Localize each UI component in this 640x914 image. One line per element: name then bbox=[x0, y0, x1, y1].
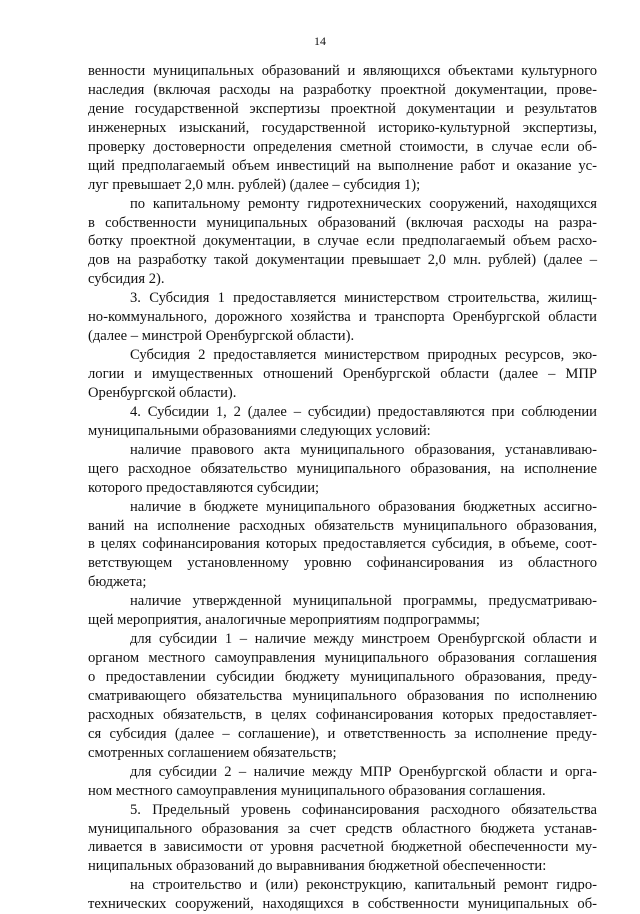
text-line: органом местного самоуправления муниципального образования соглашения bbox=[88, 650, 597, 667]
text-line: ниципальных образований до выравнивания бюджетной обеспеченности: bbox=[88, 858, 547, 875]
text-line: субсидия 2). bbox=[88, 271, 165, 288]
text-line: по капитальному ремонту гидротехнических сооружений, находящихся bbox=[130, 195, 597, 212]
text-line: венности муниципальных образований и являющихся объектами культурного bbox=[88, 63, 597, 79]
text-line: о предоставлении субсидии бюджету муниципального образования, преду- bbox=[88, 669, 597, 685]
text-line: на строительство и (или) реконструкцию, капитальный ремонт гидро- bbox=[130, 877, 597, 894]
text-line: технических сооружений, находящихся в собственности муниципальных об- bbox=[88, 896, 597, 913]
text-line: муниципальными образованиями следующих условий: bbox=[88, 422, 431, 439]
text-line: ваний на исполнение расходных обязательств муниципального образования, bbox=[88, 517, 597, 534]
text-line: дение государственной экспертизы проектной документации и результатов bbox=[88, 100, 597, 117]
text-line: наличие правового акта муниципального образования, устанавливаю- bbox=[130, 441, 597, 458]
text-line: ботку проектной документации, в случае если предполагаемый объем расхо- bbox=[88, 233, 597, 250]
text-line: для субсидии 1 – наличие между минстроем Оренбургской области и bbox=[130, 631, 597, 648]
text-line: 3. Субсидия 1 предоставляется министерством строительства, жилищ- bbox=[130, 290, 597, 307]
text-line: логии и имущественных отношений Оренбургской области (далее – МПР bbox=[88, 366, 597, 382]
text-line: но-коммунального, дорожного хозяйства и транспорта Оренбургской области bbox=[88, 309, 597, 326]
text-line: проверку достоверности определения сметной стоимости, в случае если об- bbox=[88, 138, 597, 155]
text-line: 5. Предельный уровень софинансирования расходного обязательства bbox=[130, 801, 597, 818]
text-line: Субсидия 2 предоставляется министерством природных ресурсов, эко- bbox=[130, 347, 597, 364]
text-line: в целях софинансирования которых предоставляется субсидия, в объеме, соот- bbox=[88, 536, 597, 553]
text-line: ливается в зависимости от уровня расчетной бюджетной обеспеченности му- bbox=[88, 839, 597, 856]
text-line: инженерных изысканий, государственной историко-культурной экспертизы, bbox=[88, 119, 597, 136]
text-line: сматривающего обязательства муниципального образования по исполнению bbox=[88, 687, 597, 704]
text-line: щий предполагаемый объем инвестиций на выполнение работ и оказание ус- bbox=[88, 157, 597, 174]
text-line: бюджета; bbox=[88, 574, 147, 591]
text-line: луг превышает 2,0 млн. рублей) (далее – субсидия 1); bbox=[88, 176, 421, 193]
text-line: ся субсидия (далее – соглашение), и ответственность за исполнение преду- bbox=[88, 725, 597, 742]
text-line: расходных обязательств, в целях софинансирования которых предоставляет- bbox=[88, 706, 597, 723]
text-line: наличие в бюджете муниципального образования бюджетных ассигно- bbox=[130, 498, 597, 515]
text-line: наследия (включая расходы на разработку проектной документации, прове- bbox=[88, 81, 597, 98]
text-line: смотренных соглашением обязательств; bbox=[88, 744, 337, 761]
text-line: ветствующем установленному уровню софинансирования из областного bbox=[88, 555, 597, 572]
text-line: муниципального образования за счет средств областного бюджета устанав- bbox=[88, 820, 597, 837]
text-line: щей мероприятия, аналогичные мероприятиям подпрограммы; bbox=[88, 612, 480, 629]
text-line: щего расходное обязательство муниципального образования, на исполнение bbox=[88, 460, 597, 477]
text-line: дов на разработку такой документации превышает 2,0 млн. рублей) (далее – bbox=[88, 252, 597, 269]
text-line: для субсидии 2 – наличие между МПР Оренбургской области и орга- bbox=[130, 763, 597, 780]
text-line: в собственности муниципальных образований (включая расходы на разра- bbox=[88, 214, 597, 231]
body-text bbox=[88, 62, 597, 914]
text-line: наличие утвержденной муниципальной программы, предусматриваю- bbox=[130, 593, 597, 610]
text-line: 4. Субсидии 1, 2 (далее – субсидии) предоставляются при соблюдении bbox=[130, 403, 597, 420]
page-number: 14 bbox=[314, 34, 326, 48]
text-line: (далее – минстрой Оренбургской области). bbox=[88, 328, 355, 345]
text-line: ном местного самоуправления муниципального образования соглашения. bbox=[88, 782, 546, 799]
text-line: которого предоставляются субсидии; bbox=[88, 479, 320, 496]
text-line: Оренбургской области). bbox=[88, 384, 237, 401]
